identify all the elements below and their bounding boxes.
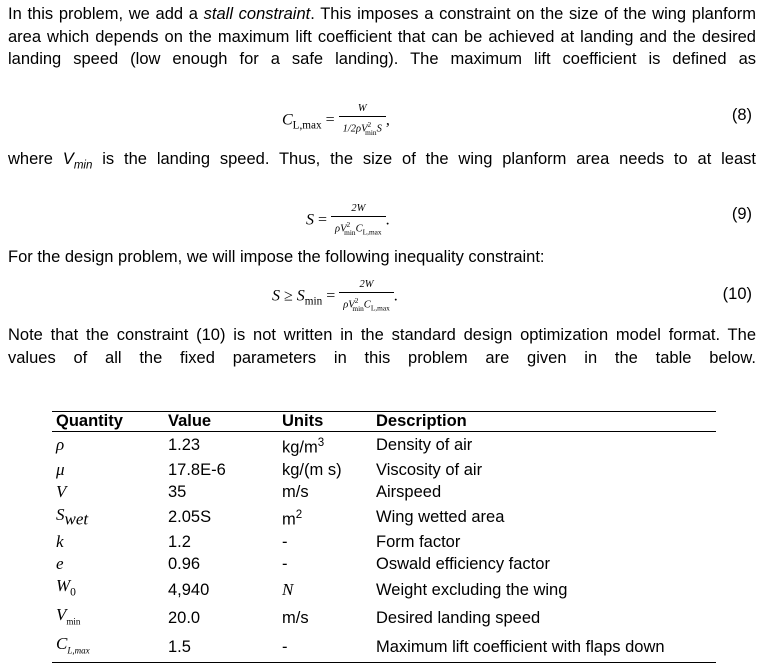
table-row [52, 553, 716, 575]
value-cell: 4,940 [168, 580, 210, 599]
quantity-sub: 0 [70, 586, 76, 599]
intro-text-pre: In this problem, we add a [8, 5, 204, 23]
eq8-den-sub: min [365, 127, 377, 137]
quantity-symbol: k [56, 531, 64, 551]
value-cell: 1.5 [168, 633, 282, 662]
equation-8: $C_{L,max}$ = $\frac{W}{1/2\rho V^2_{min}S}$ , [282, 101, 390, 141]
units-cell: m/s [282, 483, 309, 502]
paragraph-inequality: For the design problem, we will impose the following inequality constraint: [8, 248, 545, 266]
p2-var-sub: min [73, 159, 93, 172]
equation-10: $S \ge S_{min}$ = $\frac{2W}{\rho V^2_{min}C_{L,max}}$ . [272, 277, 398, 317]
quantity-symbol: S [56, 504, 65, 524]
quantity-symbol: ρ [56, 435, 65, 455]
eq10-den-sub: min [352, 303, 364, 313]
units-cell: kg/m [282, 438, 318, 457]
quantity-symbol: V [56, 605, 67, 625]
value-cell: 35 [168, 483, 187, 502]
eq8-numerator: W [357, 103, 367, 114]
header-value: Value [168, 412, 282, 432]
table-row [52, 633, 716, 662]
eq8-lhs: C [282, 111, 293, 129]
table-row [52, 432, 716, 459]
quantity-symbol: W [56, 576, 71, 596]
equation-8-number: (8) [731, 106, 752, 124]
header-units: Units [282, 412, 376, 432]
description-cell: Form factor [376, 532, 461, 551]
units-cell: kg/(m s) [282, 460, 342, 479]
eq8-den-end: S [376, 123, 382, 135]
eq9-den-c-sub: L,max [362, 227, 382, 237]
description-cell: Airspeed [376, 483, 442, 502]
eq9-den-sup: 2 [346, 220, 351, 229]
eq10-lhs-sub: min [304, 295, 323, 308]
value-cell: 1.23 [168, 436, 201, 455]
paragraph-landing-speed [8, 148, 756, 199]
table-row [52, 575, 716, 604]
quantity-sub: L,max [67, 645, 90, 656]
quantity-symbol: μ [56, 459, 65, 479]
eq10-denominator: ρV [343, 299, 355, 311]
quantity-symbol: e [56, 554, 64, 574]
eq9-fraction [331, 201, 386, 241]
quantity-symbol: V [56, 482, 67, 502]
parameter-table [52, 411, 716, 663]
description-cell: Viscosity of air [376, 460, 483, 479]
eq9-numerator: 2W [351, 203, 366, 214]
description-cell: Weight excluding the wing [376, 580, 568, 599]
eq10-den-c-sub: L,max [370, 303, 390, 313]
units-sup: 2 [295, 508, 303, 521]
units-cell: - [282, 555, 288, 574]
paragraph-intro [8, 3, 756, 93]
table-row [52, 504, 716, 531]
units-sup: 3 [317, 437, 325, 449]
eq10-numerator: 2W [359, 279, 374, 290]
eq10-den-sup: 2 [354, 296, 359, 305]
table-header-row [52, 412, 716, 432]
eq10-fraction [339, 277, 394, 317]
eq9-denominator: ρV [335, 223, 347, 235]
eq10-den-c: C [363, 299, 371, 311]
intro-emphasis: stall constraint [203, 5, 311, 23]
description-cell: Desired landing speed [376, 609, 541, 628]
equation-10-number: (10) [722, 285, 752, 303]
units-cell: m [282, 510, 296, 529]
table-row [52, 459, 716, 481]
description-cell: Oswald efficiency factor [376, 555, 550, 574]
quantity-sub: wet [64, 509, 89, 529]
eq10-lhs: S ≥ S [272, 287, 305, 305]
value-cell: 1.2 [168, 532, 191, 551]
equation-9-number: (9) [731, 205, 752, 223]
units-cell: m/s [282, 609, 309, 628]
table-row [52, 481, 716, 503]
table-row [52, 531, 716, 553]
eq9-lhs: S [306, 211, 314, 229]
header-description: Description [376, 412, 716, 432]
eq9-den-c: C [355, 223, 363, 235]
quantity-symbol: C [56, 633, 68, 653]
eq9-tail: . [385, 211, 390, 229]
value-cell: 2.05S [168, 507, 212, 526]
description-cell: Wing wetted area [376, 507, 505, 526]
intro-text-post: . This imposes a constraint on the size of the wing planform area which depends on the maximum lift coefficient that can be achieved at landing and the desired landing speed (low enough for a safe landing). The maximum lift coefficient is defined as [8, 5, 756, 68]
value-cell: 17.8E-6 [168, 460, 226, 479]
eq8-fraction [339, 101, 386, 141]
table-row [52, 604, 716, 633]
units-cell: - [282, 532, 288, 551]
eq10-tail: . [393, 287, 398, 305]
p2-post: is the landing speed. Thus, the size of the wing planform area needs to at least [92, 150, 756, 168]
quantity-sub: min [66, 616, 81, 627]
description-cell: Density of air [376, 436, 473, 455]
eq8-tail: , [385, 111, 390, 129]
value-cell: 0.96 [168, 555, 201, 574]
p2-var: V [62, 150, 74, 168]
header-quantity: Quantity [52, 412, 168, 432]
eq9-den-sub: min [344, 227, 356, 237]
value-cell: 20.0 [168, 609, 201, 628]
eq8-denominator: 1/2ρV [342, 123, 368, 135]
units-cell: - [282, 633, 376, 662]
equation-9: S = $\frac{2W}{\rho V^2_{min}C_{L,max}}$ . [306, 201, 390, 241]
units-cell: N [282, 579, 294, 599]
paragraph-note: Note that the constraint (10) is not written in the standard design optimization model format. The values of all the fixed parameters in this problem are given in the table below. [8, 326, 756, 367]
eq8-den-sup: 2 [367, 120, 372, 129]
eq8-lhs-sub: L,max [292, 119, 322, 132]
p2-pre: where [8, 150, 63, 168]
description-cell: Maximum lift coefficient with flaps down [376, 633, 716, 662]
